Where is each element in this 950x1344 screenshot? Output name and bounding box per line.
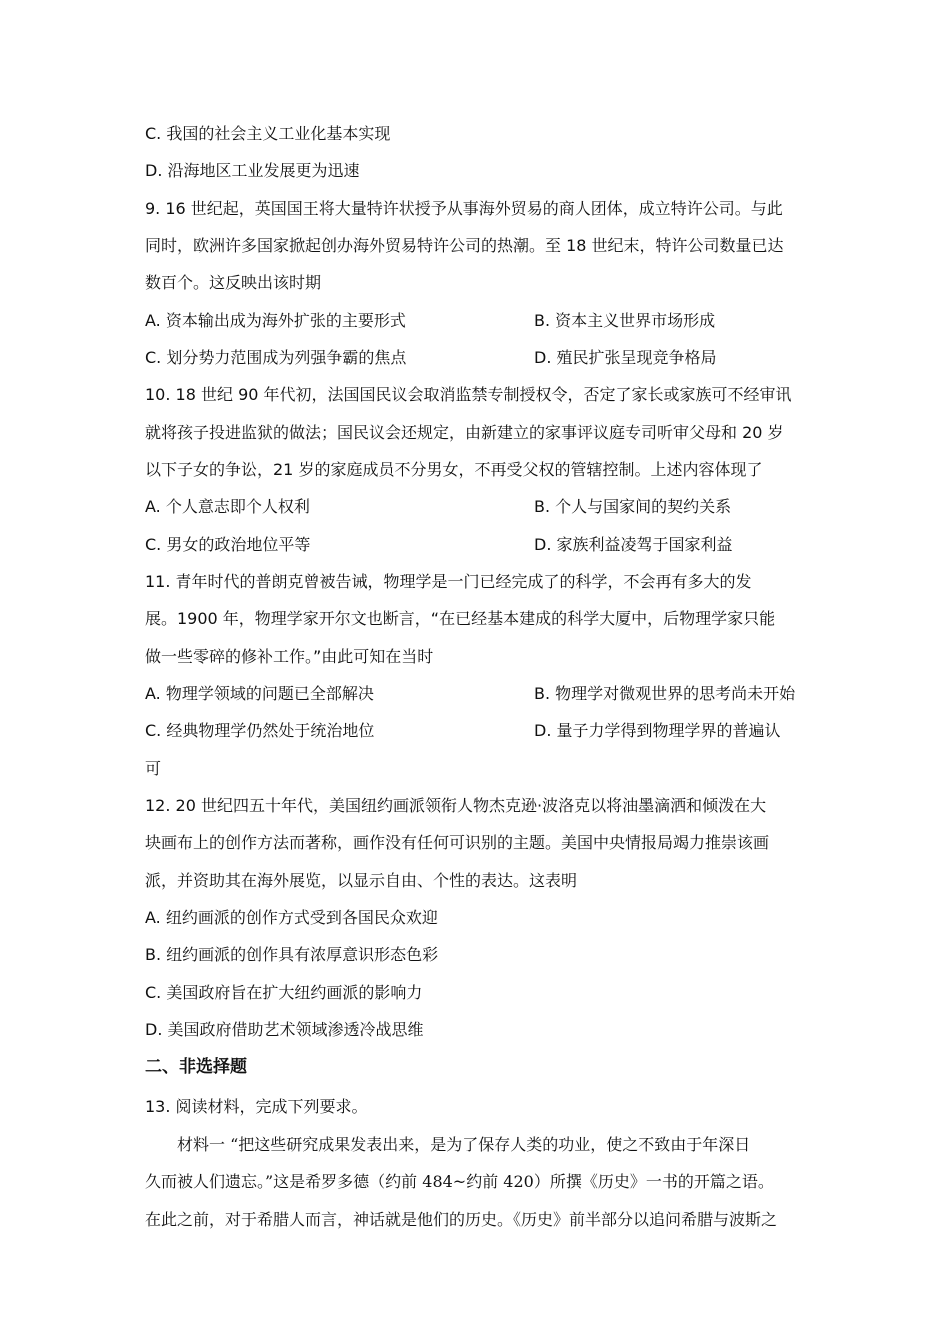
- q8-option-c: C. 我国的社会主义工业化基本实现: [145, 124, 391, 143]
- q12-option-a: A. 纽约画派的创作方式受到各国民众欢迎: [145, 908, 438, 927]
- q12-option-c: C. 美国政府旨在扩大纽约画派的影响力: [145, 983, 423, 1002]
- q12-option-b: B. 纽约画派的创作具有浓厚意识形态色彩: [145, 945, 439, 964]
- q12-option-d: D. 美国政府借助艺术领域渗透冷战思维: [145, 1020, 424, 1039]
- q9-option-c: C. 划分势力范围成为列强争霸的焦点: [145, 348, 407, 367]
- q11-stem-line-3: 做一些零碎的修补工作。”由此可知在当时: [145, 647, 434, 666]
- material-line-3: 在此之前，对于希腊人而言，神话就是他们的历史。《历史》前半部分以追问希腊与波斯之: [145, 1210, 778, 1229]
- q9-stem-line-3: 数百个。这反映出该时期: [145, 273, 322, 292]
- material-line-1: 材料一 “把这些研究成果发表出来，是为了保存人类的功业，使之不致由于年深日: [177, 1135, 751, 1154]
- q11-option-b: B. 物理学对微观世界的思考尚未开始: [534, 684, 796, 703]
- section-heading: 二、非选择题: [145, 1057, 247, 1077]
- q10-option-d: D. 家族利益凌驾于国家利益: [534, 535, 733, 554]
- q13-stem: 13. 阅读材料，完成下列要求。: [145, 1097, 368, 1116]
- q10-stem-line-3: 以下子女的争讼，21 岁的家庭成员不分男女，不再受父权的管辖控制。上述内容体现了: [145, 460, 763, 479]
- q11-stem-line-1: 11. 青年时代的普朗克曾被告诫，物理学是一门已经完成了的科学，不会再有多大的发: [145, 572, 752, 591]
- material-line-2: 久而被人们遗忘。”这是希罗多德（约前 484~约前 420）所撰《历史》一书的开篇之语。: [145, 1172, 774, 1191]
- q11-stem-line-2: 展。1900 年，物理学家开尔文也断言，“在已经基本建成的科学大厦中，后物理学家只能: [145, 609, 776, 628]
- q10-stem-line-1: 10. 18 世纪 90 年代初，法国国民议会取消监禁专制授权令，否定了家长或家族可不经审讯: [145, 385, 792, 404]
- q11-option-d: D. 量子力学得到物理学界的普遍认: [534, 721, 781, 740]
- q10-option-b: B. 个人与国家间的契约关系: [534, 497, 732, 516]
- q9-option-a: A. 资本输出成为海外扩张的主要形式: [145, 311, 406, 330]
- q10-option-c: C. 男女的政治地位平等: [145, 535, 311, 554]
- q11-option-d-continuation: 可: [145, 759, 162, 778]
- q10-stem-line-2: 就将孩子投进监狱的做法；国民议会还规定，由新建立的家事评议庭专司听审父母和 20 岁: [145, 423, 784, 442]
- q9-stem-line-2: 同时，欧洲许多国家掀起创办海外贸易特许公司的热潮。至 18 世纪末，特许公司数量已达: [145, 236, 784, 255]
- q8-option-d: D. 沿海地区工业发展更为迅速: [145, 161, 360, 180]
- q9-option-d: D. 殖民扩张呈现竞争格局: [534, 348, 717, 367]
- q11-option-c: C. 经典物理学仍然处于统治地位: [145, 721, 375, 740]
- q12-stem-line-3: 派，并资助其在海外展览，以显示自由、个性的表达。这表明: [145, 871, 578, 890]
- q11-option-a: A. 物理学领域的问题已全部解决: [145, 684, 374, 703]
- q12-stem-line-2: 块画布上的创作方法而著称，画作没有任何可识别的主题。美国中央情报局竭力推崇该画: [145, 833, 770, 852]
- q9-option-b: B. 资本主义世界市场形成: [534, 311, 716, 330]
- q9-stem-line-1: 9. 16 世纪起，英国国王将大量特许状授予从事海外贸易的商人团体，成立特许公司。与此: [145, 199, 783, 218]
- q12-stem-line-1: 12. 20 世纪四五十年代，美国纽约画派领衔人物杰克逊·波洛克以将油墨滴洒和倾泼在大: [145, 796, 767, 815]
- q10-option-a: A. 个人意志即个人权利: [145, 497, 310, 516]
